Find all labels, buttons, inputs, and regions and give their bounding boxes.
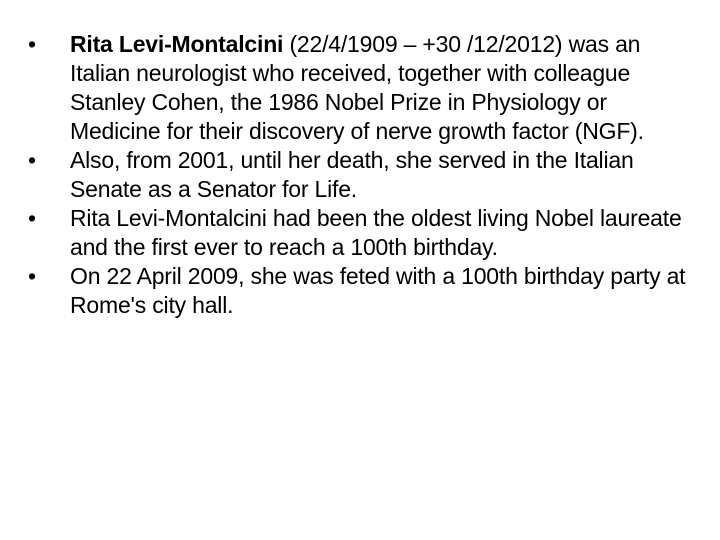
bullet-item-senate bbox=[28, 146, 688, 204]
bullet-dot-icon: • bbox=[28, 205, 36, 231]
bullet-dot-icon: • bbox=[28, 263, 36, 289]
bullet-text: Rita Levi-Montalcini had been the oldest living Nobel laureate and the first ever to reach a 100th birthday. bbox=[70, 205, 682, 260]
person-name: Rita Levi-Montalcini bbox=[70, 31, 284, 57]
bullet-item-biography bbox=[28, 30, 688, 146]
bullet-text: (22/4/1909 – +30 /12/2012) was an Italian neurologist who received, together with colleague Stanley Cohen, the 1986 Nobel Prize in Physiology or Medicine for their discovery of nerve growth factor (NGF). bbox=[70, 31, 644, 144]
bullet-list bbox=[28, 30, 688, 320]
bullet-item-oldest-laureate bbox=[28, 204, 688, 262]
bullet-text: On 22 April 2009, she was feted with a 100th birthday party at Rome's city hall. bbox=[70, 263, 686, 318]
bullet-item-birthday-party bbox=[28, 262, 688, 320]
bullet-text: Also, from 2001, until her death, she served in the Italian Senate as a Senator for Life. bbox=[70, 147, 634, 202]
bullet-dot-icon: • bbox=[28, 31, 36, 57]
bullet-dot-icon: • bbox=[28, 147, 36, 173]
